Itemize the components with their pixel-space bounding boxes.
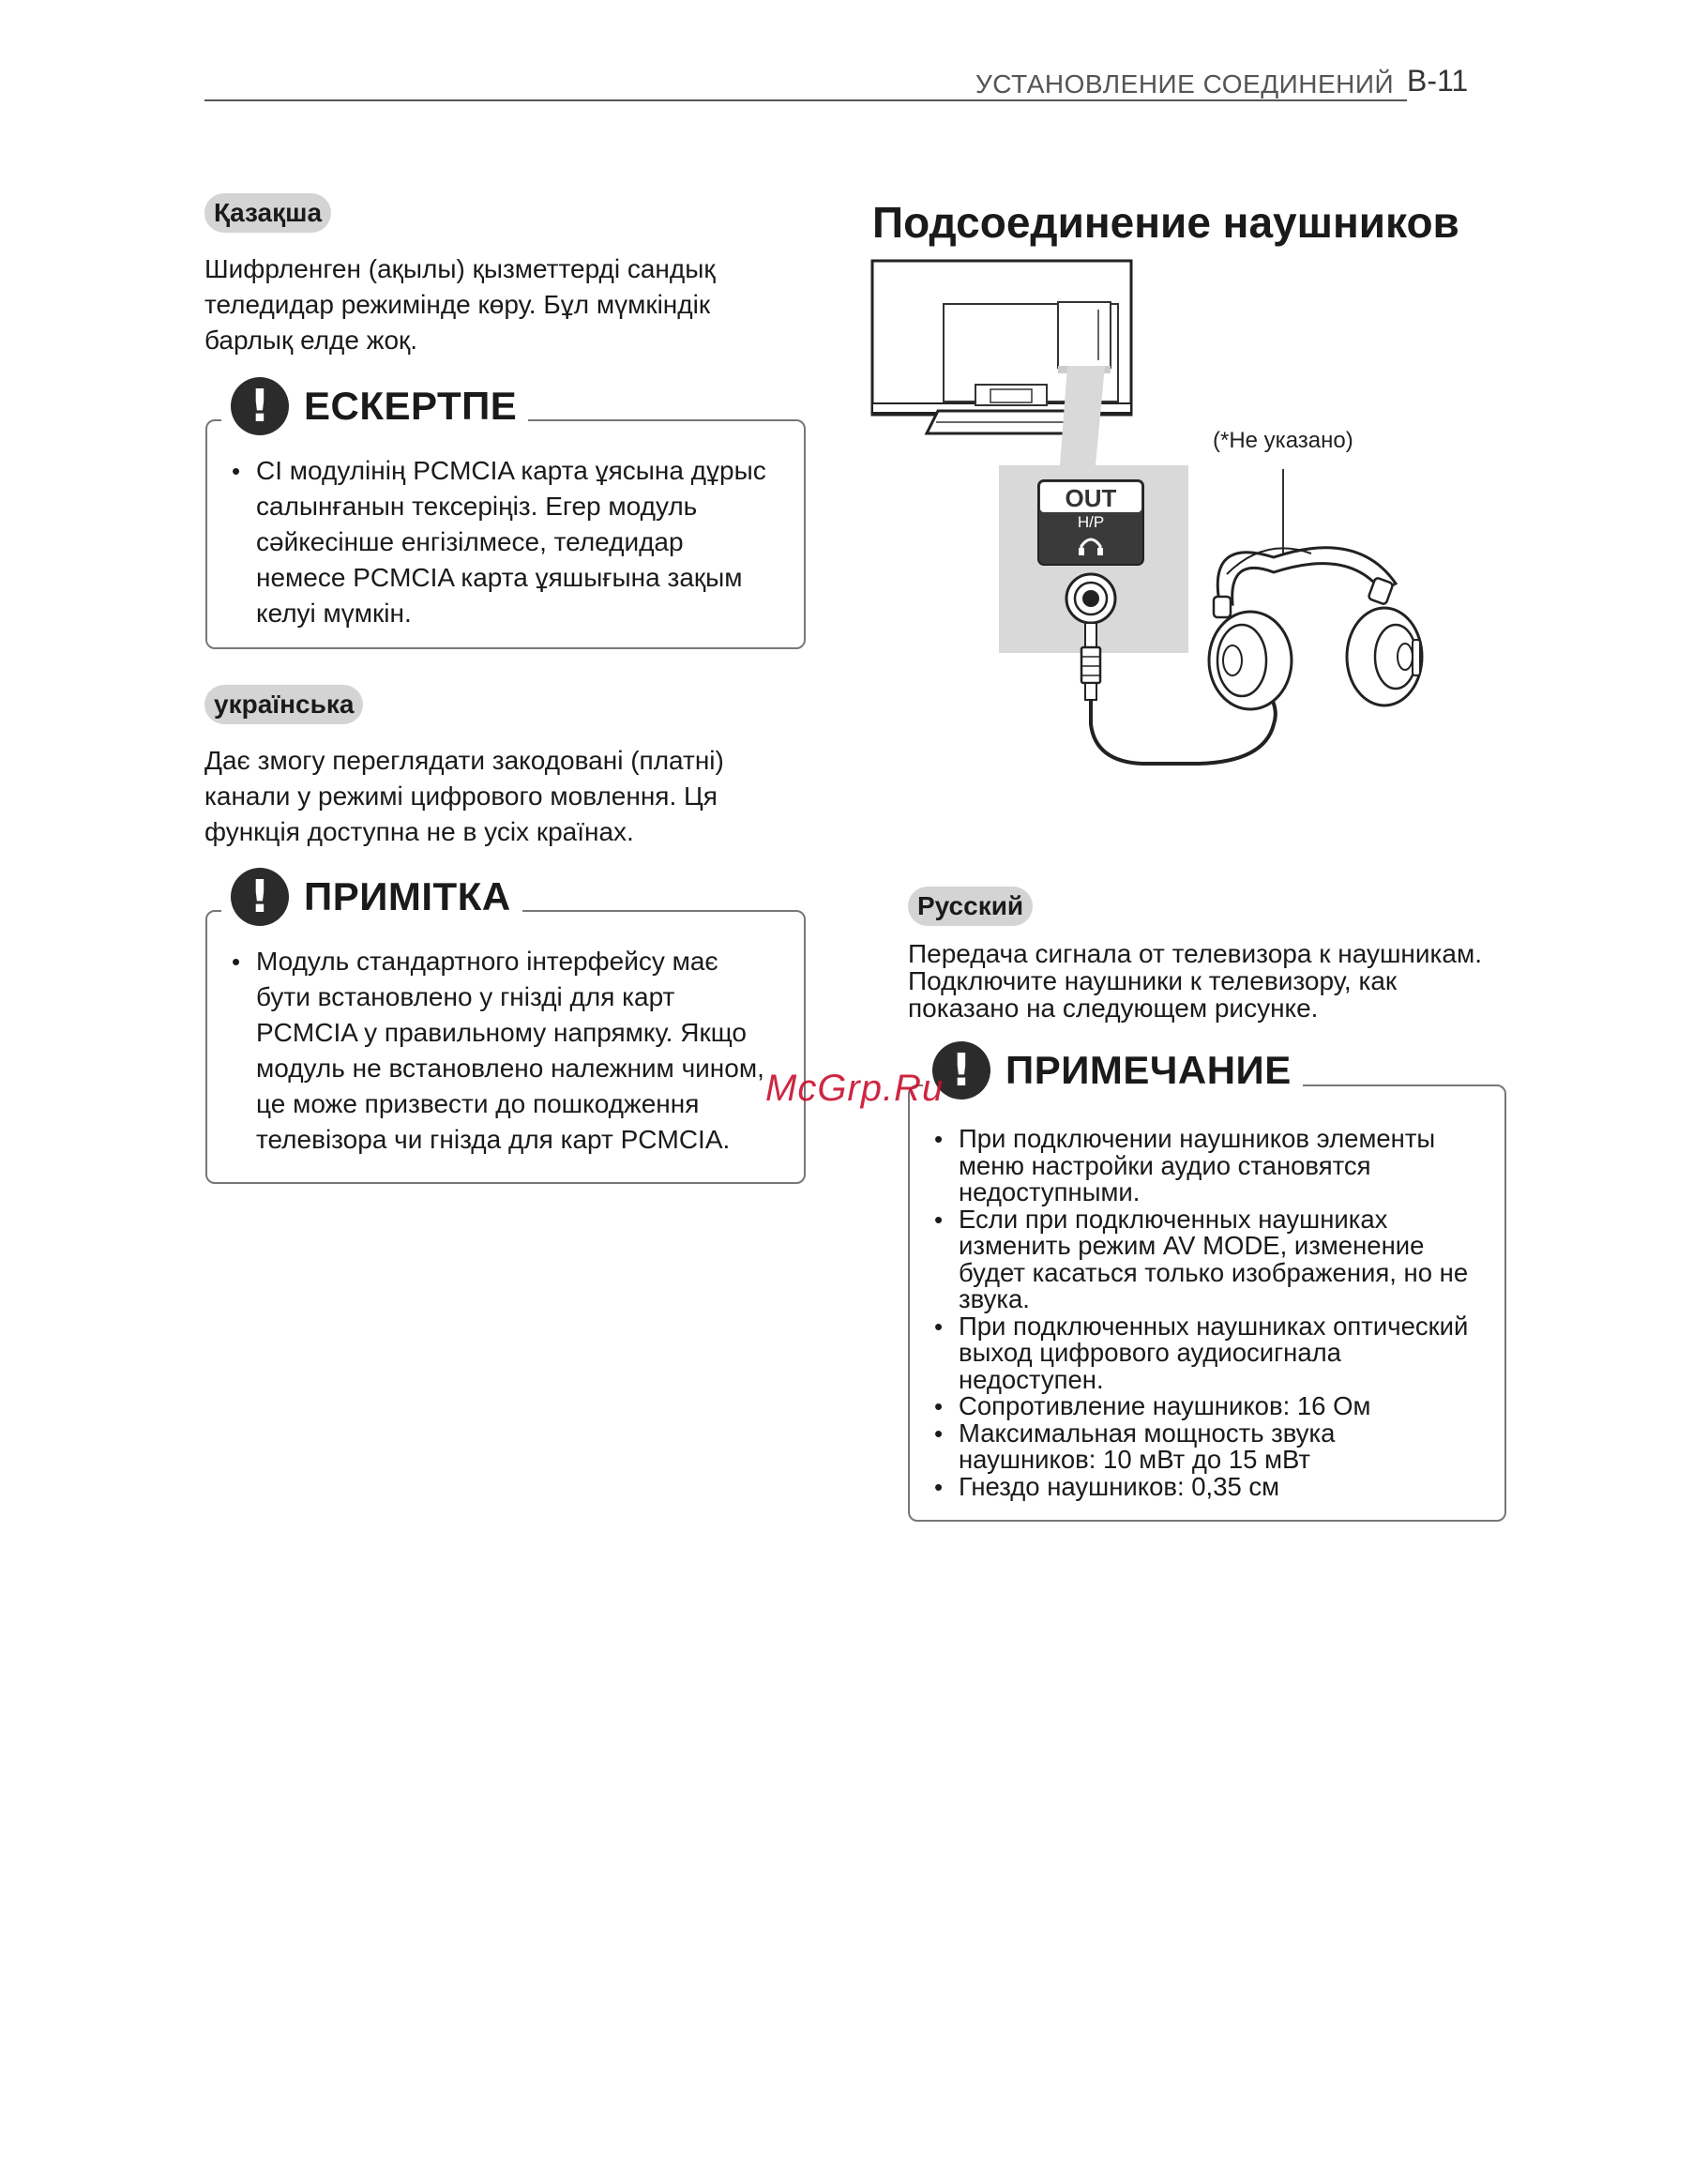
lang-pill-russian: Русский <box>908 887 1033 926</box>
section-title-headphones: Подсоединение наушников <box>872 198 1459 247</box>
bullet-line: выход цифрового аудиосигнала <box>959 1338 1341 1367</box>
diagram-svg <box>870 255 1527 781</box>
paragraph-line: канали у режимі цифрового мовлення. Ця <box>204 781 718 811</box>
lang-label-ukrainian <box>204 685 363 724</box>
bullet-line: бути встановлено у гнізді для карт <box>256 982 675 1011</box>
headphone-jack <box>1066 574 1115 623</box>
note-bullet <box>932 1471 1482 1501</box>
bullet-line: немесе PCMCIA карта ұяшығына зақым <box>256 563 743 592</box>
page-number: B-11 <box>1407 64 1469 98</box>
paragraph-line: теледидар режимінде көру. Бұл мүмкіндік <box>204 290 711 319</box>
bullet-line: будет касаться только изображения, но не <box>959 1257 1469 1287</box>
exclamation-icon: ! <box>932 1041 990 1100</box>
headphone-plug <box>1081 623 1100 700</box>
note-box-russian <box>908 1084 1506 1522</box>
port-hp-label: H/P <box>1077 513 1105 531</box>
bullet-line: PCMCIA у правильному напрямку. Якщо <box>256 1018 747 1047</box>
bullet-line: • Модуль стандартного інтерфейсу має <box>256 947 718 976</box>
lang-label-russian <box>908 887 1033 926</box>
note-title-russian: ПРИМЕЧАНИЕ <box>1005 1048 1292 1092</box>
note-bullet <box>230 453 781 631</box>
running-header-title: УСТАНОВЛЕНИЕ СОЕДИНЕНИЙ <box>975 69 1395 99</box>
note-bullet <box>932 1420 1482 1474</box>
note-title-kazakh: ЕСКЕРТПЕ <box>304 384 518 428</box>
bullet-line: • Максимальная мощность звука <box>959 1418 1336 1448</box>
paragraph-line: Передача сигнала от телевизора к наушникам. <box>908 939 1482 968</box>
bullet-line: изменить режим AV MODE, изменение <box>959 1231 1425 1260</box>
note-bullets-kazakh <box>230 453 781 631</box>
paragraph-line: барлық елде жоқ. <box>204 326 418 355</box>
zoom-wedge <box>1060 366 1105 465</box>
note-title-ukrainian: ПРИМІТКА <box>304 874 511 918</box>
bullet-line: це може призвести до пошкодження <box>256 1089 700 1118</box>
note-bullets-russian <box>932 1126 1482 1500</box>
bullet-line: • При подключенных наушниках оптический <box>959 1311 1469 1341</box>
note-bullet <box>932 1393 1482 1420</box>
headphones-illustration <box>1209 548 1422 709</box>
russian-paragraph <box>908 940 1527 1022</box>
bullet-line: недоступными. <box>959 1177 1141 1206</box>
note-header-kazakh <box>221 377 528 435</box>
bullet-line: салынғанын тексеріңіз. Егер модуль <box>256 492 698 521</box>
bullet-line: модуль не встановлено належним чином, <box>256 1054 764 1083</box>
note-bullet <box>932 1313 1482 1394</box>
lang-pill-kazakh: Қазақша <box>204 193 331 233</box>
bullet-line: • При подключении наушников элементы <box>959 1124 1436 1153</box>
note-header-ukrainian <box>221 868 522 926</box>
watermark: McGrp.Ru <box>765 1068 945 1109</box>
bullet-line: наушников: 10 мВт до 15 мВт <box>959 1445 1310 1474</box>
note-bullets-ukrainian <box>230 944 781 1158</box>
bullet-line: келуі мүмкін. <box>256 599 412 628</box>
paragraph-line: Шифрленген (ақылы) қызметтерді сандық <box>204 254 716 283</box>
note-bullet <box>230 944 781 1158</box>
bullet-line: звука. <box>959 1284 1030 1313</box>
bullet-line: телевізора чи гнізда для карт PCMCIA. <box>256 1125 731 1154</box>
bullet-line: • Если при подключенных наушниках <box>959 1204 1388 1234</box>
paragraph-line: Дає змогу переглядати закодовані (платні) <box>204 746 724 775</box>
note-box-ukrainian <box>205 910 806 1184</box>
paragraph-line: показано на следующем рисунке. <box>908 993 1319 1023</box>
port-out-label: OUT <box>1065 484 1117 512</box>
bullet-line: • Сопротивление наушников: 16 Ом <box>959 1391 1371 1420</box>
exclamation-icon: ! <box>231 377 289 435</box>
bullet-line: • Гнездо наушников: 0,35 см <box>959 1471 1280 1501</box>
note-bullet <box>932 1206 1482 1313</box>
headphone-connection-diagram <box>870 255 1527 781</box>
paragraph-line: функція доступна не в усіх країнах. <box>204 817 634 846</box>
not-provided-label: (*Не указано) <box>1213 428 1353 453</box>
bullet-line: • CI модулінің PCMCIA карта ұясына дұрыс <box>256 456 766 485</box>
header-rule <box>204 99 1407 101</box>
bullet-line: меню настройки аудио становятся <box>959 1150 1371 1180</box>
lang-label-kazakh <box>204 193 331 233</box>
lang-pill-ukrainian: українська <box>204 685 363 724</box>
ukrainian-paragraph <box>204 743 805 850</box>
paragraph-line: Подключите наушники к телевизору, как <box>908 966 1398 995</box>
note-box-kazakh <box>205 419 806 649</box>
note-header-russian <box>923 1041 1303 1100</box>
kazakh-paragraph <box>204 251 805 358</box>
bullet-line: сәйкесінше енгізілмесе, теледидар <box>256 527 684 556</box>
bullet-line: недоступен. <box>959 1364 1104 1394</box>
exclamation-icon: ! <box>231 868 289 926</box>
note-bullet <box>932 1126 1482 1206</box>
